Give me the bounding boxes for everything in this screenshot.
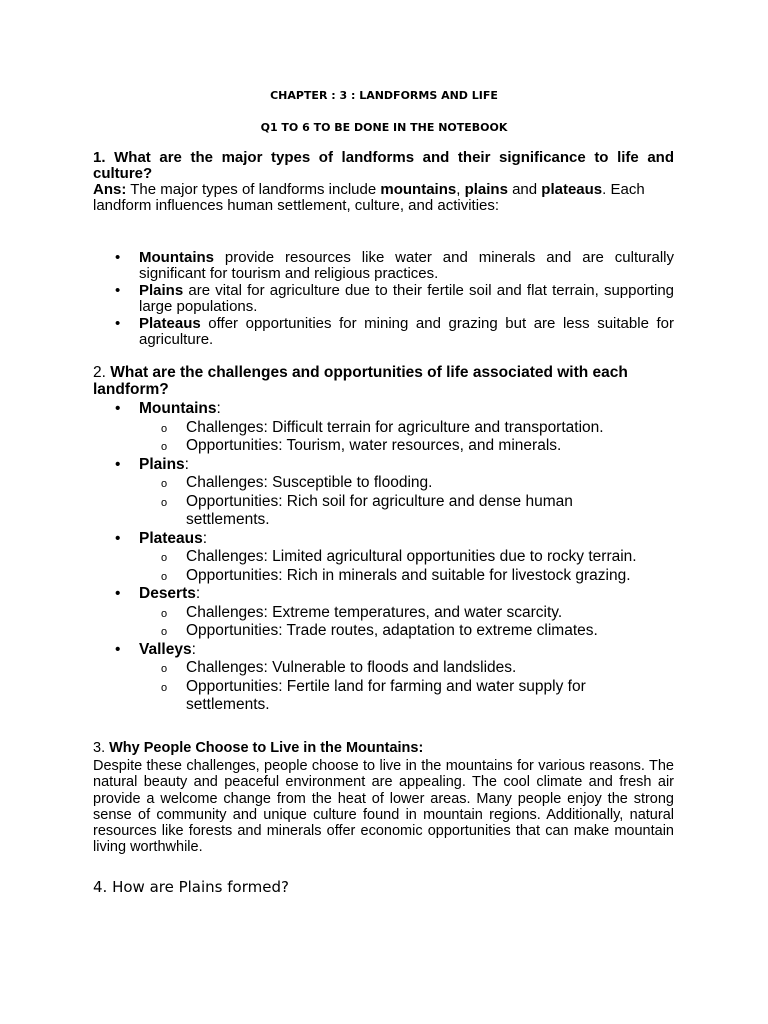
circle-bullet-icon: o xyxy=(161,663,168,675)
opportunities-text: Opportunities: Rich soil for agriculture and dense human settlements. xyxy=(186,492,573,528)
list-item xyxy=(139,622,693,641)
circle-bullet-icon: o xyxy=(161,441,168,453)
question-3-title: Why People Choose to Live in the Mountains: xyxy=(109,740,424,756)
opportunities-text: Opportunities: Fertile land for farming and water supply for settlements. xyxy=(186,677,586,713)
answer-separator-1: , xyxy=(456,181,461,198)
list-item xyxy=(93,316,674,348)
term-plains: plains xyxy=(464,181,508,198)
question-1-bullet-list xyxy=(93,250,674,349)
list-item xyxy=(93,641,693,715)
landform-name: Valleys xyxy=(139,640,192,658)
bullet-term: Plateaus xyxy=(139,315,201,332)
opportunities-text: Opportunities: Rich in minerals and suitable for livestock grazing. xyxy=(186,566,631,584)
landform-colon: : xyxy=(195,585,201,602)
question-2-number: 2. xyxy=(93,364,106,381)
question-2-text: What are the challenges and opportunities of life associated with each landform? xyxy=(93,364,628,398)
answer-label: Ans: xyxy=(93,181,127,198)
sub-list xyxy=(139,474,693,530)
sub-list xyxy=(139,659,693,715)
bullet-icon: • xyxy=(115,400,121,417)
question-3-heading xyxy=(93,740,674,756)
answer-intro: The major types of landforms include xyxy=(130,181,377,198)
circle-bullet-icon: o xyxy=(161,478,168,490)
list-item xyxy=(139,437,693,456)
sub-list xyxy=(139,548,693,585)
answer-separator-2: and xyxy=(512,181,538,198)
list-item xyxy=(139,678,656,715)
opportunities-text: Opportunities: Trade routes, adaptation to extreme climates. xyxy=(186,622,598,639)
answer-rest: . Each landform influences human settlement, culture, and activities: xyxy=(93,181,645,214)
bullet-text: provide resources like water and minerals and are culturally significant for tourism and religious practices. xyxy=(139,249,674,282)
landform-colon: : xyxy=(202,529,208,547)
question-1-heading xyxy=(93,150,674,182)
landform-colon: : xyxy=(216,400,221,417)
list-item xyxy=(139,604,693,623)
landform-colon: : xyxy=(184,455,189,473)
list-item xyxy=(93,283,674,315)
term-plateaus: plateaus xyxy=(541,181,603,198)
question-3-body: Despite these challenges, people choose to live in the mountains for various reasons. The natural beauty and peaceful environment are appealing. The cool climate and fresh air provide a welcome change from the heat of lower areas. Many people enjoy the strong sense of community and unique culture found in mountain regions. Additionally, natural resources like forests and minerals offer economic opportunities that can make mountain living worthwhile. xyxy=(93,758,674,856)
list-item xyxy=(139,474,693,493)
question-1-number: 1. xyxy=(93,149,106,166)
circle-bullet-icon: o xyxy=(161,681,168,694)
bullet-icon: • xyxy=(115,529,121,547)
bullet-icon: • xyxy=(115,585,121,602)
question-1-answer xyxy=(93,182,674,214)
question-1 xyxy=(93,150,674,214)
list-item xyxy=(93,530,693,586)
chapter-title: CHAPTER : 3 : LANDFORMS AND LIFE xyxy=(270,89,498,102)
circle-bullet-icon: o xyxy=(161,570,168,583)
bullet-icon: • xyxy=(115,315,121,332)
challenges-text: Challenges: Extreme temperatures, and water scarcity. xyxy=(186,603,563,621)
landform-name: Deserts xyxy=(139,585,196,602)
sub-list xyxy=(139,604,693,641)
question-2-landform-list xyxy=(93,400,693,715)
circle-bullet-icon: o xyxy=(161,552,168,564)
bullet-icon: • xyxy=(115,455,121,473)
question-4-heading: 4. How are Plains formed? xyxy=(93,878,289,896)
landform-name: Mountains xyxy=(139,400,217,417)
challenges-text: Challenges: Vulnerable to floods and landslides. xyxy=(186,659,517,676)
list-item xyxy=(139,419,693,438)
bullet-term: Plains xyxy=(139,282,184,299)
question-1-text: What are the major types of landforms and their significance to life and culture? xyxy=(93,149,675,182)
list-item xyxy=(93,400,693,456)
question-3-number: 3. xyxy=(93,740,106,756)
list-item xyxy=(139,493,616,530)
list-item xyxy=(93,585,693,641)
circle-bullet-icon: o xyxy=(161,626,168,638)
bullet-icon: • xyxy=(115,640,121,658)
list-item xyxy=(93,250,674,282)
landform-name: Plains xyxy=(139,455,185,473)
bullet-text: offer opportunities for mining and grazing but are less suitable for agriculture. xyxy=(139,315,674,348)
list-item xyxy=(139,548,693,567)
landform-name: Plateaus xyxy=(139,529,203,547)
question-2-heading xyxy=(93,364,674,398)
list-item xyxy=(93,456,693,530)
list-item xyxy=(139,659,693,678)
list-item xyxy=(139,567,693,586)
sub-list xyxy=(139,419,693,456)
challenges-text: Challenges: Susceptible to flooding. xyxy=(186,474,433,491)
challenges-text: Challenges: Difficult terrain for agriculture and transportation. xyxy=(186,418,604,436)
landform-colon: : xyxy=(191,640,196,658)
opportunities-text: Opportunities: Tourism, water resources, and minerals. xyxy=(186,437,562,454)
bullet-text: are vital for agriculture due to their fertile soil and flat terrain, supporting large populations. xyxy=(139,282,675,315)
bullet-icon: • xyxy=(115,249,121,266)
term-mountains: mountains xyxy=(380,181,457,198)
bullet-term: Mountains xyxy=(139,249,214,266)
challenges-text: Challenges: Limited agricultural opportunities due to rocky terrain. xyxy=(186,548,637,565)
notebook-instruction: Q1 TO 6 TO BE DONE IN THE NOTEBOOK xyxy=(260,121,508,134)
circle-bullet-icon: o xyxy=(161,422,168,435)
circle-bullet-icon: o xyxy=(161,607,168,620)
circle-bullet-icon: o xyxy=(161,496,168,509)
bullet-icon: • xyxy=(115,282,121,299)
